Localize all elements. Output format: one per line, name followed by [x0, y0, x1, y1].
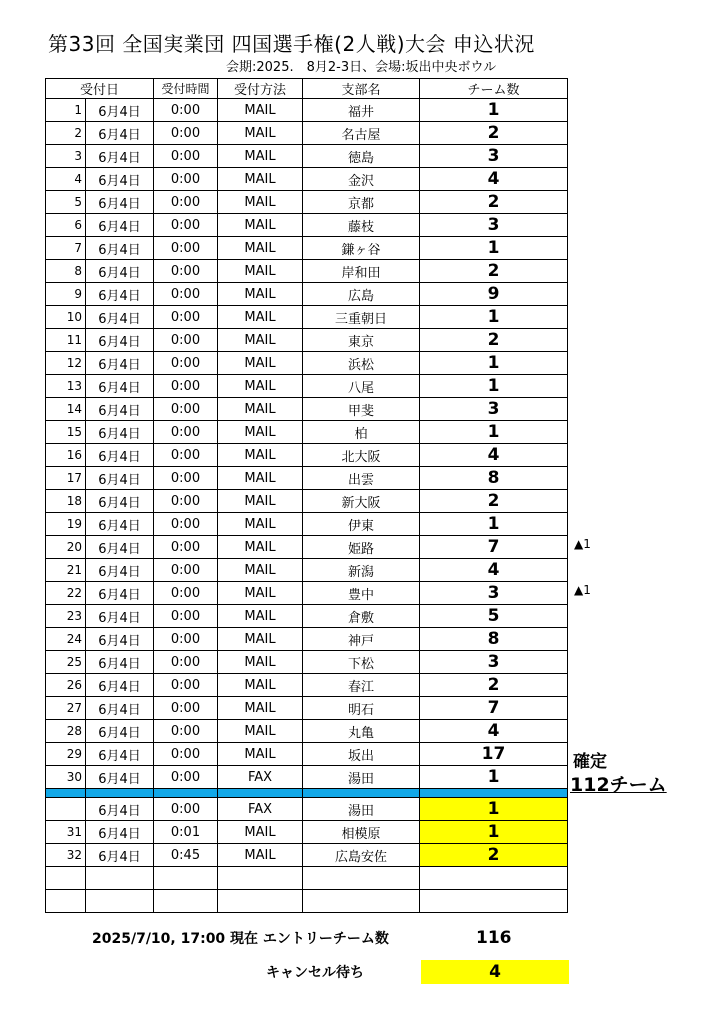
row-number: 23 — [46, 605, 86, 628]
empty-row-cell — [218, 867, 303, 890]
row-time: 0:00 — [154, 306, 218, 329]
row-time: 0:00 — [154, 536, 218, 559]
row-time: 0:00 — [154, 283, 218, 306]
divider-row-cell — [154, 789, 218, 798]
row-branch: 湯田 — [303, 766, 420, 789]
row-date: 6月4日 — [86, 490, 154, 513]
row-teams: 4 — [420, 559, 568, 582]
row-teams: 5 — [420, 605, 568, 628]
table-row — [46, 628, 568, 651]
row-method: MAIL — [218, 329, 303, 352]
row-number: 28 — [46, 720, 86, 743]
row-teams: 8 — [420, 467, 568, 490]
row-number: 15 — [46, 421, 86, 444]
entry-status-label: 2025/7/10, 17:00 現在 エントリーチーム数 — [92, 931, 389, 947]
row-method: MAIL — [218, 559, 303, 582]
row-number: 1 — [46, 99, 86, 122]
row-time: 0:45 — [154, 844, 218, 867]
row-time: 0:00 — [154, 122, 218, 145]
table-row — [46, 122, 568, 145]
row-date: 6月4日 — [86, 306, 154, 329]
row-date: 6月4日 — [86, 821, 154, 844]
row-method: MAIL — [218, 237, 303, 260]
confirmed-total: 112チーム — [570, 774, 667, 796]
cancel-wait-count: 4 — [421, 960, 569, 984]
table-row — [46, 467, 568, 490]
row-teams: 2 — [420, 329, 568, 352]
row-method: FAX — [218, 766, 303, 789]
row-time: 0:00 — [154, 99, 218, 122]
row-date: 6月4日 — [86, 559, 154, 582]
row-date: 6月4日 — [86, 283, 154, 306]
row-method: MAIL — [218, 306, 303, 329]
row-date: 6月4日 — [86, 651, 154, 674]
row-teams: 1 — [420, 237, 568, 260]
row-date: 6月4日 — [86, 191, 154, 214]
row-date: 6月4日 — [86, 122, 154, 145]
row-branch: 北大阪 — [303, 444, 420, 467]
divider-row — [46, 789, 568, 798]
row-number: 25 — [46, 651, 86, 674]
row-number: 32 — [46, 844, 86, 867]
row-time: 0:00 — [154, 766, 218, 789]
row-method: MAIL — [218, 490, 303, 513]
row-teams: 1 — [420, 798, 568, 821]
row-date: 6月4日 — [86, 168, 154, 191]
cancel-wait-label: キャンセル待ち — [266, 965, 364, 981]
row-teams: 4 — [420, 720, 568, 743]
row-branch: 丸亀 — [303, 720, 420, 743]
row-branch: 明石 — [303, 697, 420, 720]
row-method: MAIL — [218, 697, 303, 720]
row-date: 6月4日 — [86, 329, 154, 352]
row-teams: 3 — [420, 214, 568, 237]
row-method: MAIL — [218, 168, 303, 191]
row-teams: 1 — [420, 821, 568, 844]
row-number: 7 — [46, 237, 86, 260]
row-method: MAIL — [218, 513, 303, 536]
table-row — [46, 582, 568, 605]
row-number — [46, 798, 86, 821]
table-row — [46, 260, 568, 283]
table-row — [46, 191, 568, 214]
row-time: 0:00 — [154, 605, 218, 628]
row-branch: 相模原 — [303, 821, 420, 844]
table-row — [46, 444, 568, 467]
row-date: 6月4日 — [86, 798, 154, 821]
row-time: 0:00 — [154, 798, 218, 821]
row-teams: 7 — [420, 697, 568, 720]
table-row — [46, 559, 568, 582]
row-time: 0:00 — [154, 651, 218, 674]
row-time: 0:00 — [154, 375, 218, 398]
row-branch: 福井 — [303, 99, 420, 122]
row-method: MAIL — [218, 260, 303, 283]
entry-table — [45, 78, 568, 913]
row-date: 6月4日 — [86, 720, 154, 743]
confirmed-label: 確定 — [573, 752, 607, 772]
table-row — [46, 743, 568, 766]
table-row — [46, 697, 568, 720]
row-date: 6月4日 — [86, 844, 154, 867]
waitlist-row — [46, 844, 568, 867]
table-row — [46, 398, 568, 421]
empty-row-cell — [218, 890, 303, 913]
row-teams: 9 — [420, 283, 568, 306]
table-row — [46, 306, 568, 329]
row-date: 6月4日 — [86, 444, 154, 467]
row-teams: 1 — [420, 375, 568, 398]
row-branch: 新潟 — [303, 559, 420, 582]
row-method: MAIL — [218, 214, 303, 237]
row-method: MAIL — [218, 145, 303, 168]
row-method: MAIL — [218, 375, 303, 398]
row-time: 0:01 — [154, 821, 218, 844]
row-number: 18 — [46, 490, 86, 513]
row-branch: 豊中 — [303, 582, 420, 605]
row-number: 3 — [46, 145, 86, 168]
empty-row-cell — [154, 890, 218, 913]
row-method: MAIL — [218, 628, 303, 651]
row-time: 0:00 — [154, 720, 218, 743]
row-method: MAIL — [218, 743, 303, 766]
row-time: 0:00 — [154, 191, 218, 214]
row-branch: 倉敷 — [303, 605, 420, 628]
row-method: MAIL — [218, 122, 303, 145]
row-method: FAX — [218, 798, 303, 821]
header-method: 受付方法 — [218, 79, 303, 99]
row-number: 12 — [46, 352, 86, 375]
empty-row-cell — [420, 890, 568, 913]
table-row — [46, 352, 568, 375]
row-branch: 東京 — [303, 329, 420, 352]
waitlist-row — [46, 798, 568, 821]
row-branch: 姫路 — [303, 536, 420, 559]
row-branch: 岸和田 — [303, 260, 420, 283]
divider-row-cell — [218, 789, 303, 798]
row-teams: 1 — [420, 99, 568, 122]
empty-row — [46, 890, 568, 913]
row-number: 26 — [46, 674, 86, 697]
row-method: MAIL — [218, 352, 303, 375]
table-row — [46, 651, 568, 674]
row-time: 0:00 — [154, 674, 218, 697]
row-time: 0:00 — [154, 168, 218, 191]
row-date: 6月4日 — [86, 536, 154, 559]
row-date: 6月4日 — [86, 628, 154, 651]
row-branch: 金沢 — [303, 168, 420, 191]
row-time: 0:00 — [154, 628, 218, 651]
row-number: 11 — [46, 329, 86, 352]
row-time: 0:00 — [154, 260, 218, 283]
row-date: 6月4日 — [86, 214, 154, 237]
row-branch: 新大阪 — [303, 490, 420, 513]
table-row — [46, 283, 568, 306]
row-method: MAIL — [218, 99, 303, 122]
row-date: 6月4日 — [86, 398, 154, 421]
row-branch: 伊東 — [303, 513, 420, 536]
row-time: 0:00 — [154, 237, 218, 260]
row-number: 27 — [46, 697, 86, 720]
row-time: 0:00 — [154, 697, 218, 720]
row-date: 6月4日 — [86, 467, 154, 490]
row-teams: 2 — [420, 122, 568, 145]
row-time: 0:00 — [154, 582, 218, 605]
table-row — [46, 145, 568, 168]
row-teams: 2 — [420, 674, 568, 697]
table-row — [46, 375, 568, 398]
divider-row-cell — [86, 789, 154, 798]
row-number: 2 — [46, 122, 86, 145]
row-number: 16 — [46, 444, 86, 467]
row-branch: 京都 — [303, 191, 420, 214]
row-time: 0:00 — [154, 513, 218, 536]
empty-row-cell — [303, 890, 420, 913]
divider-row-cell — [46, 789, 86, 798]
divider-row-cell — [420, 789, 568, 798]
row-method: MAIL — [218, 444, 303, 467]
row-date: 6月4日 — [86, 260, 154, 283]
row-branch: 下松 — [303, 651, 420, 674]
row-time: 0:00 — [154, 743, 218, 766]
row-number: 17 — [46, 467, 86, 490]
row-time: 0:00 — [154, 444, 218, 467]
row-method: MAIL — [218, 651, 303, 674]
row-method: MAIL — [218, 536, 303, 559]
row-branch: 出雲 — [303, 467, 420, 490]
row-number: 24 — [46, 628, 86, 651]
empty-row-cell — [46, 867, 86, 890]
row-teams: 1 — [420, 421, 568, 444]
row-date: 6月4日 — [86, 513, 154, 536]
row-date: 6月4日 — [86, 421, 154, 444]
row-teams: 2 — [420, 260, 568, 283]
table-row — [46, 214, 568, 237]
table-row — [46, 536, 568, 559]
row-time: 0:00 — [154, 214, 218, 237]
empty-row-cell — [420, 867, 568, 890]
empty-row-cell — [46, 890, 86, 913]
row-note: ▲1 — [574, 537, 591, 551]
row-teams: 3 — [420, 651, 568, 674]
row-time: 0:00 — [154, 559, 218, 582]
table-row — [46, 329, 568, 352]
row-time: 0:00 — [154, 467, 218, 490]
row-date: 6月4日 — [86, 582, 154, 605]
table-row — [46, 168, 568, 191]
row-teams: 1 — [420, 513, 568, 536]
divider-row-cell — [303, 789, 420, 798]
row-teams: 17 — [420, 743, 568, 766]
row-method: MAIL — [218, 821, 303, 844]
row-time: 0:00 — [154, 398, 218, 421]
row-branch: 坂出 — [303, 743, 420, 766]
empty-row-cell — [86, 867, 154, 890]
row-time: 0:00 — [154, 145, 218, 168]
row-date: 6月4日 — [86, 375, 154, 398]
event-subtitle: 会期:2025. 8月2-3日、会場:坂出中央ボウル — [226, 60, 497, 75]
row-branch: 甲斐 — [303, 398, 420, 421]
row-teams: 2 — [420, 490, 568, 513]
row-teams: 8 — [420, 628, 568, 651]
row-date: 6月4日 — [86, 99, 154, 122]
row-branch: 名古屋 — [303, 122, 420, 145]
row-method: MAIL — [218, 283, 303, 306]
row-note: ▲1 — [574, 583, 591, 597]
page-title: 第33回 全国実業団 四国選手権(2人戦)大会 申込状況 — [48, 32, 535, 56]
row-time: 0:00 — [154, 490, 218, 513]
table-row — [46, 513, 568, 536]
row-method: MAIL — [218, 605, 303, 628]
row-branch: 春江 — [303, 674, 420, 697]
table-row — [46, 674, 568, 697]
row-teams: 2 — [420, 191, 568, 214]
row-teams: 3 — [420, 398, 568, 421]
table-row — [46, 490, 568, 513]
row-date: 6月4日 — [86, 605, 154, 628]
row-date: 6月4日 — [86, 145, 154, 168]
row-number: 9 — [46, 283, 86, 306]
row-number: 14 — [46, 398, 86, 421]
empty-row — [46, 867, 568, 890]
row-method: MAIL — [218, 467, 303, 490]
row-method: MAIL — [218, 398, 303, 421]
header-time: 受付時間 — [154, 79, 218, 99]
row-number: 20 — [46, 536, 86, 559]
row-teams: 1 — [420, 766, 568, 789]
table-row — [46, 421, 568, 444]
row-teams: 3 — [420, 582, 568, 605]
empty-row-cell — [154, 867, 218, 890]
row-method: MAIL — [218, 191, 303, 214]
row-number: 13 — [46, 375, 86, 398]
row-number: 30 — [46, 766, 86, 789]
row-teams: 3 — [420, 145, 568, 168]
row-date: 6月4日 — [86, 697, 154, 720]
row-branch: 鎌ヶ谷 — [303, 237, 420, 260]
table-row — [46, 766, 568, 789]
row-date: 6月4日 — [86, 237, 154, 260]
row-teams: 2 — [420, 844, 568, 867]
table-header-row — [46, 79, 568, 99]
empty-row-cell — [303, 867, 420, 890]
row-number: 31 — [46, 821, 86, 844]
row-date: 6月4日 — [86, 743, 154, 766]
row-branch: 広島安佐 — [303, 844, 420, 867]
row-branch: 浜松 — [303, 352, 420, 375]
table-row — [46, 720, 568, 743]
row-date: 6月4日 — [86, 674, 154, 697]
row-branch: 神戸 — [303, 628, 420, 651]
row-number: 29 — [46, 743, 86, 766]
row-branch: 藤枝 — [303, 214, 420, 237]
empty-row-cell — [86, 890, 154, 913]
table-row — [46, 605, 568, 628]
row-time: 0:00 — [154, 329, 218, 352]
row-branch: 広島 — [303, 283, 420, 306]
table-row — [46, 99, 568, 122]
waitlist-row — [46, 821, 568, 844]
entry-status-value: 116 — [476, 928, 512, 948]
row-method: MAIL — [218, 720, 303, 743]
row-time: 0:00 — [154, 421, 218, 444]
row-number: 10 — [46, 306, 86, 329]
row-number: 8 — [46, 260, 86, 283]
header-teams: チーム数 — [420, 79, 568, 99]
row-branch: 八尾 — [303, 375, 420, 398]
row-method: MAIL — [218, 844, 303, 867]
row-teams: 4 — [420, 168, 568, 191]
row-method: MAIL — [218, 582, 303, 605]
row-teams: 7 — [420, 536, 568, 559]
header-date: 受付日 — [46, 79, 154, 99]
row-branch: 柏 — [303, 421, 420, 444]
row-number: 4 — [46, 168, 86, 191]
header-branch: 支部名 — [303, 79, 420, 99]
row-branch: 三重朝日 — [303, 306, 420, 329]
row-teams: 1 — [420, 306, 568, 329]
row-number: 22 — [46, 582, 86, 605]
row-number: 6 — [46, 214, 86, 237]
row-date: 6月4日 — [86, 352, 154, 375]
row-method: MAIL — [218, 674, 303, 697]
row-branch: 徳島 — [303, 145, 420, 168]
row-teams: 1 — [420, 352, 568, 375]
row-method: MAIL — [218, 421, 303, 444]
table-row — [46, 237, 568, 260]
entry-table-body — [46, 79, 568, 913]
row-number: 19 — [46, 513, 86, 536]
row-date: 6月4日 — [86, 766, 154, 789]
row-branch: 湯田 — [303, 798, 420, 821]
row-number: 5 — [46, 191, 86, 214]
row-number: 21 — [46, 559, 86, 582]
row-teams: 4 — [420, 444, 568, 467]
row-time: 0:00 — [154, 352, 218, 375]
